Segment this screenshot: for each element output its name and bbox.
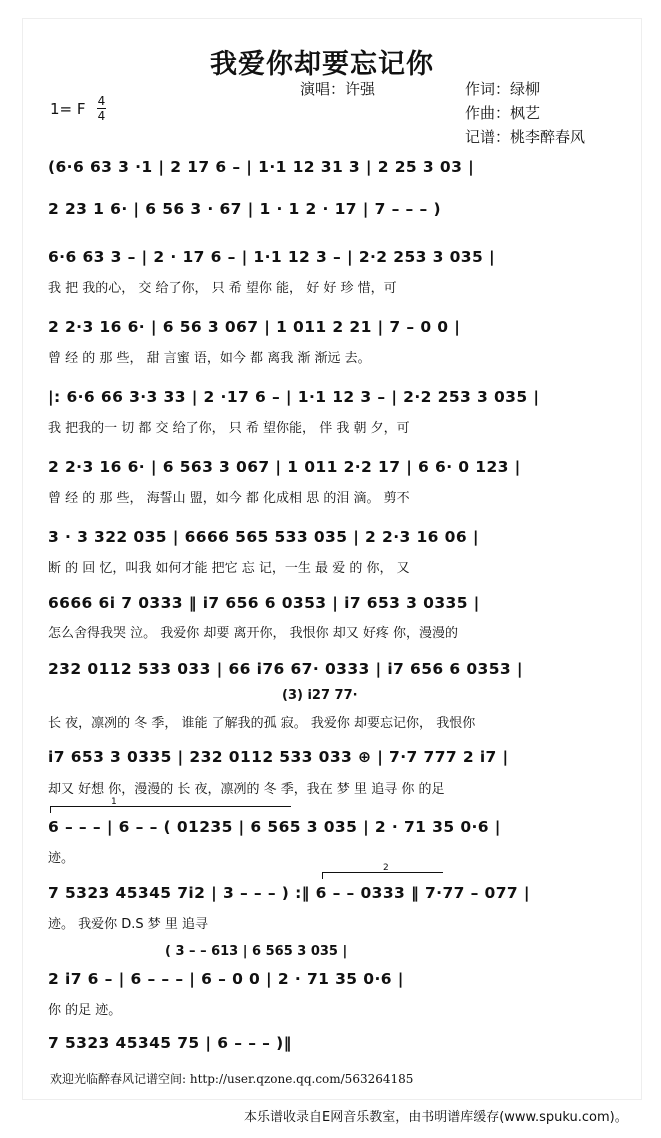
singer-credit: 演唱：许强 — [300, 80, 376, 98]
lyric-line-13: 你 的足 迹。 — [48, 1003, 122, 1018]
score-line-8: 6666 6i 7 0333 ‖ i7 656 6 0353 | i7 653 3 0335 | — [48, 594, 480, 612]
score-line-13: 2 i7 6 – | 6 – – – | 6 – 0 0 | 2 · 71 35 0·6 | — [48, 970, 404, 988]
second-ending-bracket — [322, 863, 443, 879]
lyricist-credit: 作词：绿柳 — [465, 80, 541, 98]
first-ending-bracket — [50, 797, 291, 813]
lyric-line-3: 我 把 我的心， 交 给了你， 只 希 望你 能， 好 好 珍 惜，可 — [48, 281, 397, 296]
score-line-11: 6 – – – | 6 – – ( 01235 | 6 565 3 035 | 2 · 71 35 0·6 | — [48, 818, 501, 836]
lyric-line-10: 却又 好想 你，漫漫的 长 夜，凛冽的 冬 季，我在 梦 里 追寻 你 的足 — [48, 782, 445, 797]
score-line-10: i7 653 3 0335 | 232 0112 533 033 ⊕ | 7·7 777 2 i7 | — [48, 748, 509, 766]
score-line-3: 6·6 63 3 – | 2 · 17 6 – | 1·1 12 3 – | 2·2 253 3 035 | — [48, 248, 496, 266]
second-ending-label: 2 — [383, 863, 389, 873]
score-line-9: 232 0112 533 033 | 66 i76 67· 0333 | i7 656 6 0353 | — [48, 660, 523, 678]
first-ending-label: 1 — [111, 797, 117, 807]
score-line-2: 2 23 1 6· | 6 56 3 · 67 | 1 · 1 2 · 17 | 7 – – – ) — [48, 200, 441, 218]
time-signature-bottom: 4 — [97, 109, 106, 123]
lyric-line-12: 迹。 我爱你 D.S 梦 里 追寻 — [48, 917, 209, 932]
transcriber-credit: 记谱：桃李醉春风 — [465, 128, 586, 146]
lyric-line-4: 曾 经 的 那 些， 甜 言蜜 语，如今 都 离我 渐 渐远 去。 — [48, 351, 371, 366]
composer-credit: 作曲：枫艺 — [465, 104, 541, 122]
score-line-14: 7 5323 45345 75 | 6 – – – )‖ — [48, 1034, 292, 1052]
alternate-phrase: (3) i27 77· — [282, 688, 358, 703]
source-caption: 本乐谱收录自E网音乐教室，由书明谱库缓存(www.spuku.com)。 — [244, 1110, 628, 1125]
time-signature — [97, 95, 106, 122]
key-signature: 1= F — [50, 100, 86, 118]
lyric-line-9: 长 夜，凛冽的 冬 季， 谁能 了解我的孤 寂。 我爱你 却要忘记你， 我恨你 — [48, 716, 476, 731]
score-line-12: 7 5323 45345 7i2 | 3 – – – ) :‖ 6 – – 0333 ‖ 7·77 – 077 | — [48, 884, 530, 902]
time-signature-top: 4 — [97, 94, 106, 108]
score-line-5: |: 6·6 66 3·3 33 | 2 ·17 6 – | 1·1 12 3 – | 2·2 253 3 035 | — [48, 388, 540, 406]
score-line-7: 3 · 3 322 035 | 6666 565 533 035 | 2 2·3 16 06 | — [48, 528, 479, 546]
score-line-4: 2 2·3 16 6· | 6 56 3 067 | 1 011 2 21 | 7 – 0 0 | — [48, 318, 461, 336]
lyric-line-5: 我 把我的一 切 都 交 给了你， 只 希 望你能， 伴 我 朝 夕，可 — [48, 421, 410, 436]
footer-note: 欢迎光临醉春风记谱空间: http://user.qzone.qq.com/563264185 — [50, 1072, 414, 1086]
lyric-line-6: 曾 经 的 那 些， 海誓山 盟，如今 都 化成相 思 的泪 滴。 剪不 — [48, 491, 410, 506]
score-line-6: 2 2·3 16 6· | 6 563 3 067 | 1 011 2·2 17 | 6 6· 0 123 | — [48, 458, 521, 476]
lyric-line-8: 怎么舍得我哭 泣。 我爱你 却要 离开你， 我恨你 却又 好疼 你，漫漫的 — [48, 626, 459, 641]
score-line-1: (6·6 63 3 ·1 | 2 17 6 – | 1·1 12 31 3 | 2 25 3 03 | — [48, 158, 475, 176]
coda-intro-phrase: ( 3 – – 613 | 6 565 3 035 | — [165, 944, 348, 959]
song-title: 我爱你却要忘记你 — [210, 49, 434, 80]
lyric-line-7: 断 的 回 忆，叫我 如何才能 把它 忘 记，一生 最 爱 的 你， 又 — [48, 561, 410, 576]
lyric-line-11: 迹。 — [48, 851, 75, 866]
